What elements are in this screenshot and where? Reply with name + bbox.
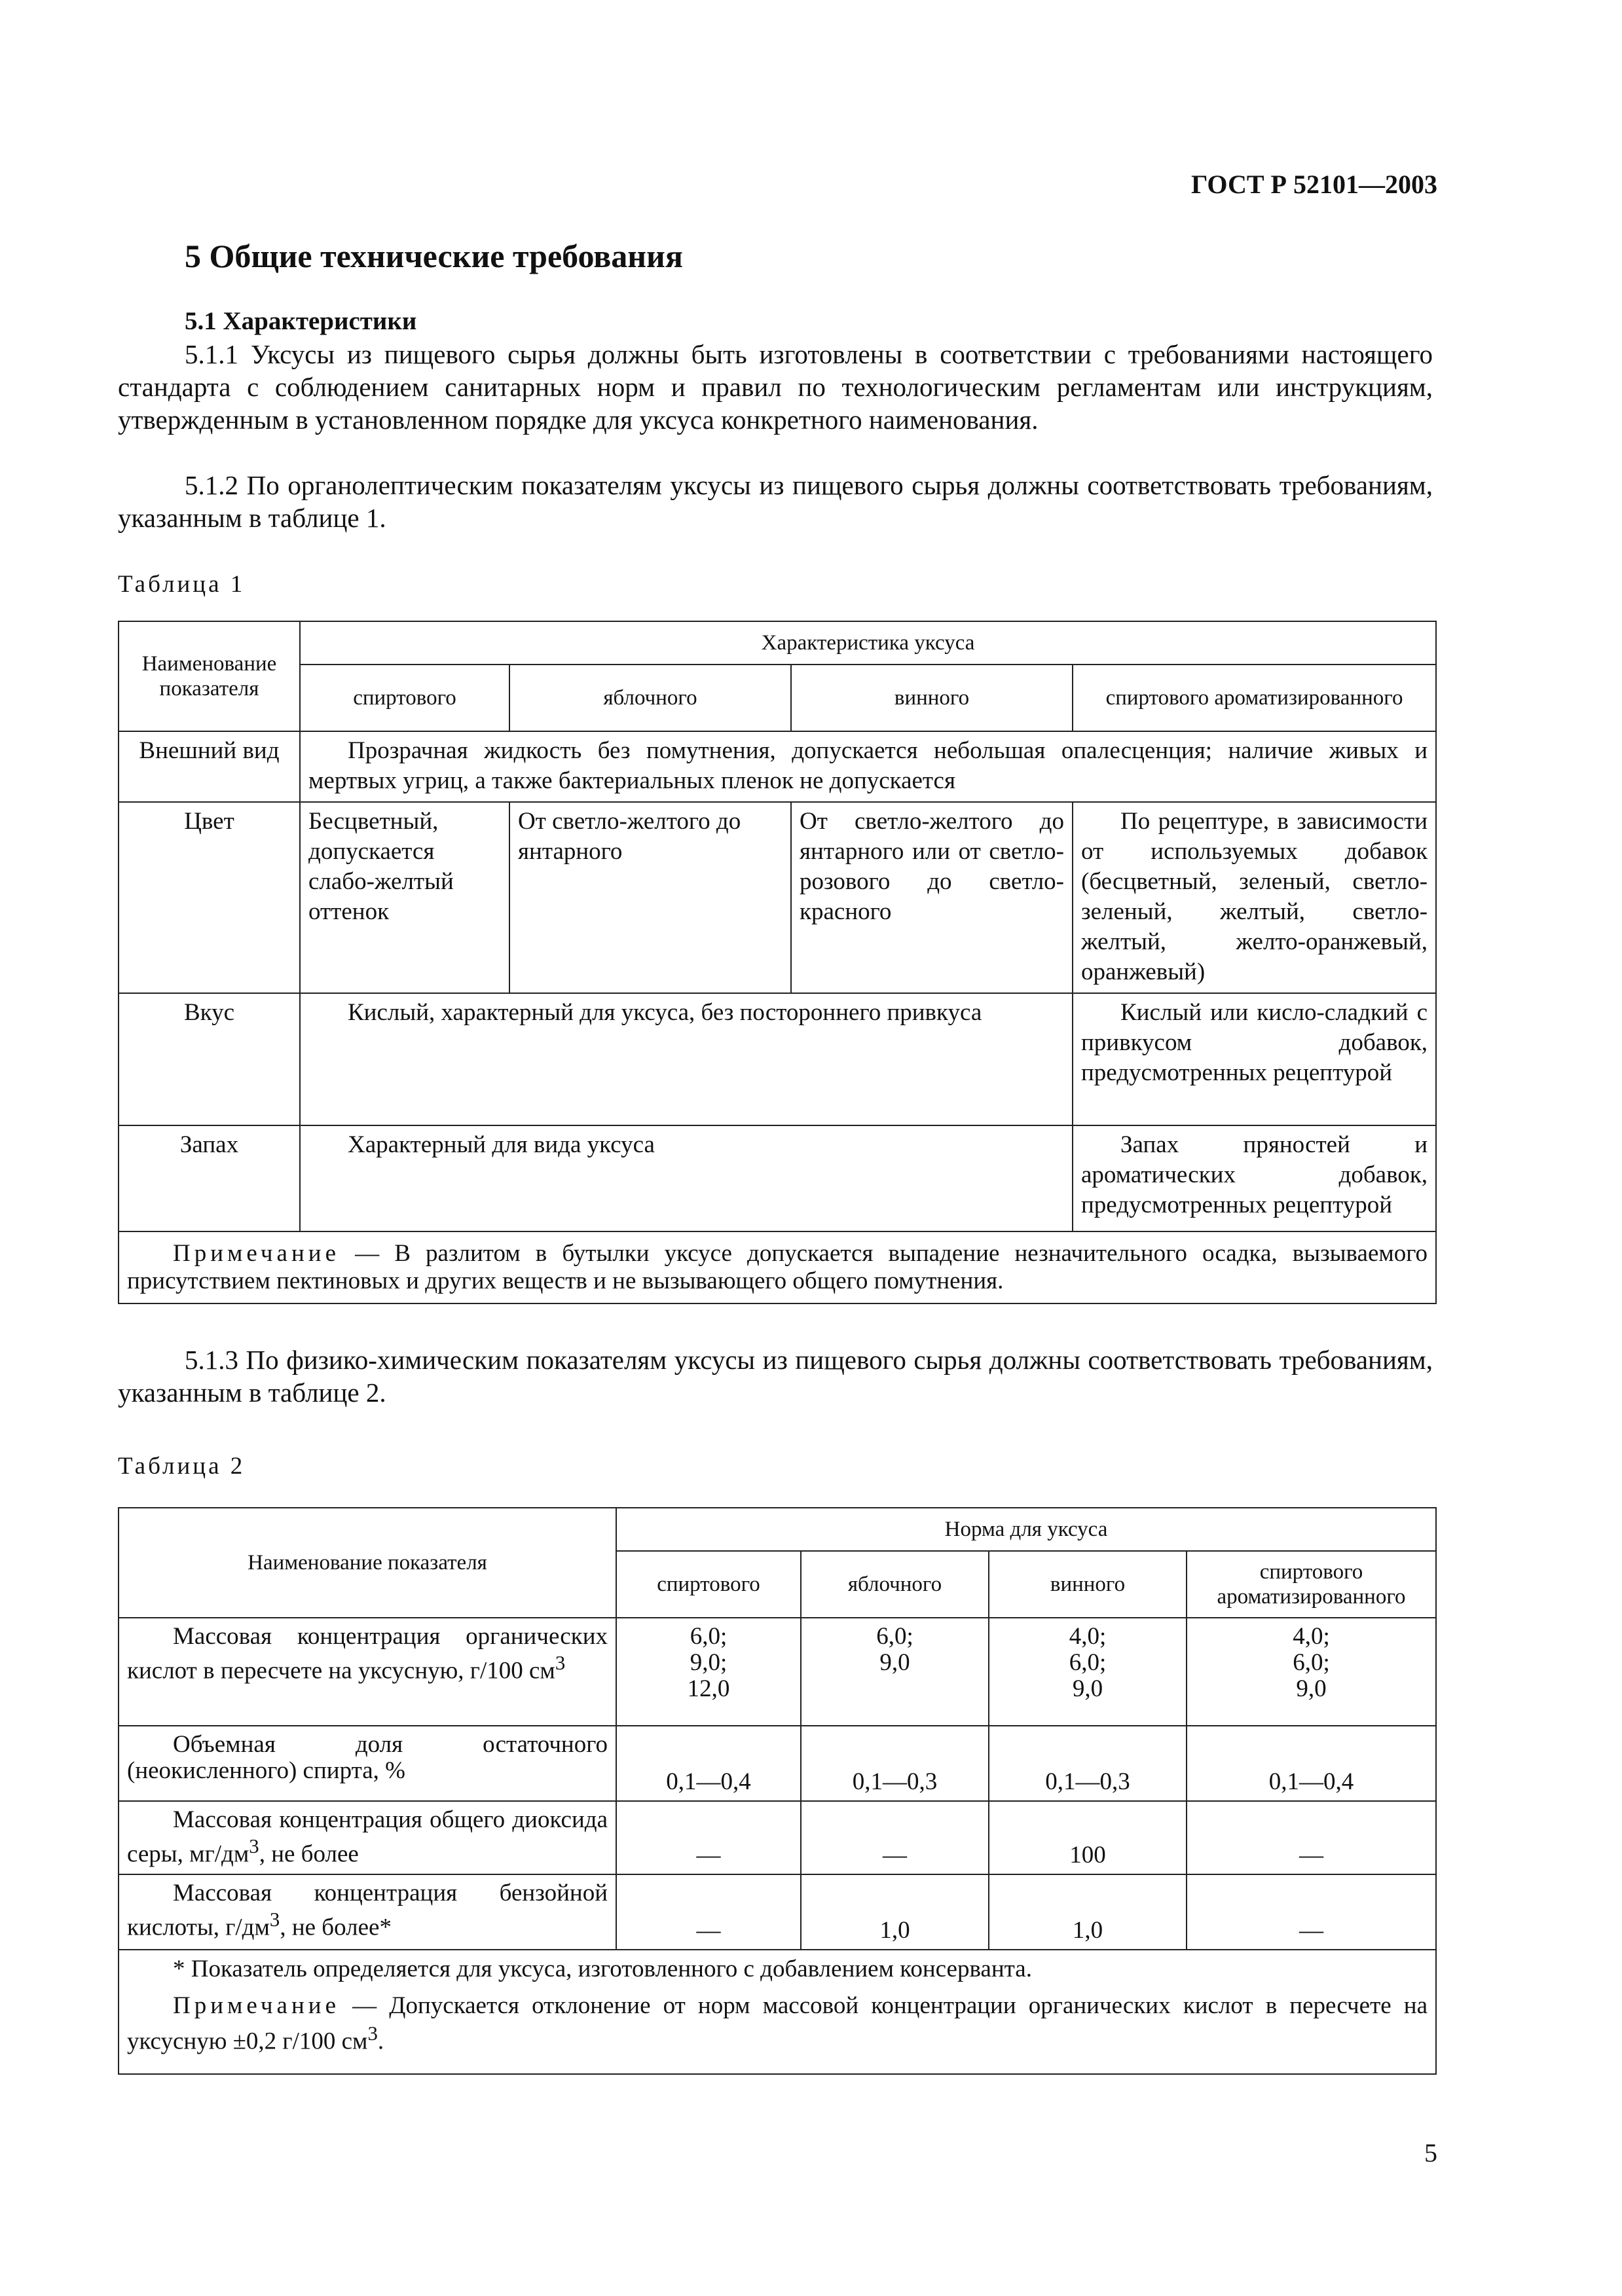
- row-sulfur-name-text: Массовая концентрация общего диоксида серы, мг/дм: [127, 1806, 608, 1868]
- row-appearance-value: Прозрачная жидкость без помутнения, допускается небольшая опалесценция; наличие живых и мертвых угриц, а также бактериальных пленок не допускается: [300, 731, 1436, 802]
- table2-col-wine: винного: [989, 1551, 1187, 1618]
- row-sulfur-name-suffix: , не более: [259, 1840, 359, 1868]
- row-sulfur-wine: 100: [989, 1801, 1187, 1874]
- table1-header-group: Характеристика уксуса: [300, 621, 1436, 665]
- row-color-wine: От светло-желтого до янтарного или от светло-розового до светло-красного: [791, 802, 1073, 993]
- row-taste-name: Вкус: [119, 993, 300, 1125]
- row-sulfur-spirit: —: [616, 1801, 801, 1874]
- table2-col-apple: яблочного: [801, 1551, 989, 1618]
- table1-col-spirit: спиртового: [300, 665, 509, 731]
- row-benzoic-name-suffix: , не более*: [280, 1914, 392, 1941]
- table2-note-text: — Допускается отклонение от норм массовой концентрации органических кислот в пересчете на уксусную ±0,2 г/100 см: [127, 1992, 1428, 2055]
- document-code: ГОСТ Р 52101—2003: [1190, 170, 1437, 199]
- table2-note-label: Примечание: [173, 1992, 340, 2019]
- row-smell-spirit-flavored: Запах пряностей и ароматических добавок, предусмотренных рецептурой: [1073, 1125, 1436, 1231]
- section-title: 5 Общие технические требования: [185, 238, 683, 274]
- table2-header-name: Наименование показателя: [119, 1508, 616, 1618]
- row-benzoic-apple: 1,0: [801, 1874, 989, 1950]
- row-acids-spirit-flavored: 4,0; 6,0; 9,0: [1187, 1618, 1436, 1726]
- row-taste-common: Кислый, характерный для уксуса, без постороннего привкуса: [300, 993, 1073, 1125]
- subsection-title: 5.1 Характеристики: [185, 307, 417, 335]
- paragraph-5-1-1: 5.1.1 Уксусы из пищевого сырья должны быть изготовлены в соответствии с требованиями настоящего стандарта с соблюдением санитарных норм и правил по технологическим регламентам или инструкциям, утвержденным в установленном порядке для уксуса конкретного наименования.: [118, 339, 1433, 435]
- paragraph-5-1-3: 5.1.3 По физико-химическим показателям уксусы из пищевого сырья должны соответствовать требованиям, указанным в таблице 2.: [118, 1345, 1433, 1408]
- table1-col-wine: винного: [791, 665, 1073, 731]
- row-acids-name: [119, 1618, 616, 1726]
- row-acids-name-text: Массовая концентрация органических кислот в пересчете на уксусную, г/100 см: [127, 1623, 608, 1685]
- row-alcohol-apple: 0,1—0,3: [801, 1726, 989, 1801]
- row-acids-spirit: 6,0; 9,0; 12,0: [616, 1618, 801, 1726]
- row-acids-name-sup: 3: [555, 1652, 566, 1674]
- table2-col-spirit-flavored: спиртового ароматизированного: [1187, 1551, 1436, 1618]
- row-smell-name: Запах: [119, 1125, 300, 1231]
- table1-note-text: — В разлитом в бутылки уксусе допускается выпадение незначительного осадка, вызываемого присутствием пектиновых и других веществ и не вызывающего общего помутнения.: [127, 1240, 1428, 1294]
- table1-header-name: Наименование показателя: [119, 621, 300, 731]
- row-alcohol-spirit-flavored: 0,1—0,4: [1187, 1726, 1436, 1801]
- row-appearance-name: Внешний вид: [119, 731, 300, 802]
- row-sulfur-spirit-flavored: —: [1187, 1801, 1436, 1874]
- row-benzoic-name: [119, 1874, 616, 1950]
- row-benzoic-name-text: Массовая концентрация бензойной кислоты, г/дм: [127, 1880, 608, 1941]
- row-alcohol-spirit: 0,1—0,4: [616, 1726, 801, 1801]
- table2-note-sup: 3: [367, 2022, 378, 2045]
- row-sulfur-name: [119, 1801, 616, 1874]
- page-number: 5: [1424, 2138, 1437, 2168]
- row-smell-common: Характерный для вида уксуса: [300, 1125, 1073, 1231]
- row-benzoic-spirit-flavored: —: [1187, 1874, 1436, 1950]
- row-acids-apple: 6,0; 9,0: [801, 1618, 989, 1726]
- table1-note-label: Примечание: [173, 1240, 340, 1267]
- table2-note: [127, 1992, 1428, 2055]
- table1-col-spirit-flavored: спиртового ароматизированного: [1073, 665, 1436, 731]
- row-alcohol-wine: 0,1—0,3: [989, 1726, 1187, 1801]
- row-acids-wine: 4,0; 6,0; 9,0: [989, 1618, 1187, 1726]
- row-color-apple: От светло-желтого до янтарного: [509, 802, 791, 993]
- table2-physicochemical: [118, 1507, 1437, 2075]
- table2-notes: [119, 1950, 1436, 2074]
- row-taste-spirit-flavored: Кислый или кисло-сладкий с привкусом добавок, предусмотренных рецептурой: [1073, 993, 1436, 1125]
- table2-footnote: * Показатель определяется для уксуса, изготовленного с добавлением консерванта.: [173, 1956, 1032, 1982]
- row-sulfur-name-sup: 3: [249, 1835, 259, 1857]
- row-benzoic-wine: 1,0: [989, 1874, 1187, 1950]
- row-color-name: Цвет: [119, 802, 300, 993]
- paragraph-5-1-2: 5.1.2 По органолептическим показателям уксусы из пищевого сырья должны соответствовать требованиям, указанным в таблице 1.: [118, 470, 1433, 533]
- table2-note-suffix: .: [377, 2028, 384, 2055]
- table2-label: Таблица 2: [118, 1453, 246, 1480]
- table2-header-group: Норма для уксуса: [616, 1508, 1436, 1551]
- row-alcohol-name: Объемная доля остаточного (неокисленного) спирта, %: [119, 1726, 616, 1801]
- table1-note: [119, 1231, 1436, 1303]
- row-sulfur-apple: —: [801, 1801, 989, 1874]
- row-benzoic-spirit: —: [616, 1874, 801, 1950]
- table1-organoleptic: [118, 621, 1437, 1304]
- table1-label: Таблица 1: [118, 571, 246, 598]
- row-color-spirit-flavored: По рецептуре, в зависимости от используемых добавок (бесцветный, зеленый, светло-зеленый, желтый, светло-желтый, желто-оранжевый, оранжевый): [1073, 802, 1436, 993]
- row-benzoic-name-sup: 3: [269, 1908, 280, 1931]
- table1-col-apple: яблочного: [509, 665, 791, 731]
- row-color-spirit: Бесцветный, допускается слабо-желтый оттенок: [300, 802, 509, 993]
- table2-col-spirit: спиртового: [616, 1551, 801, 1618]
